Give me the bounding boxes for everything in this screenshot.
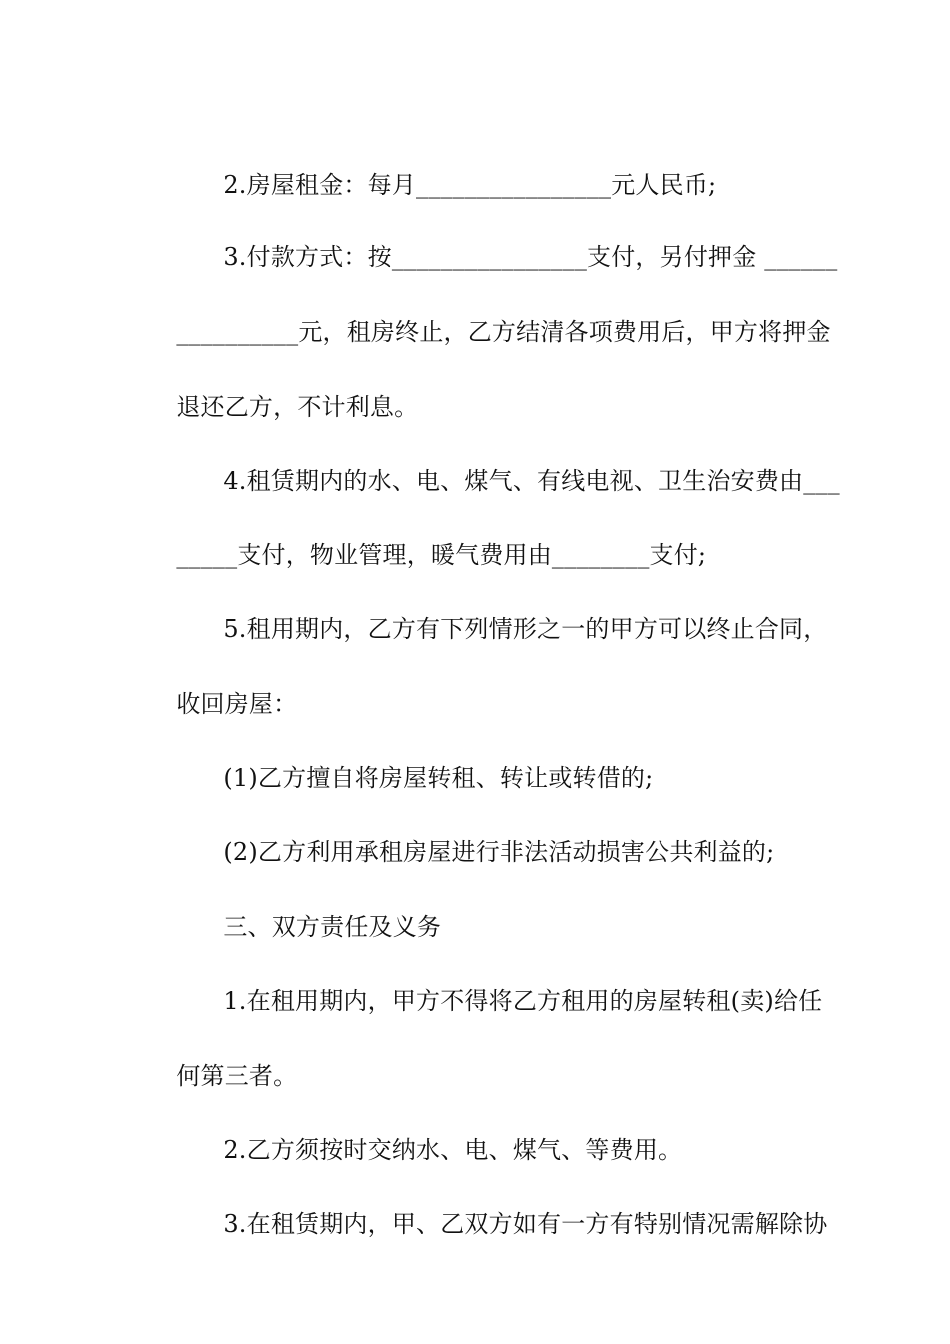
line-text: __________元，租房终止，乙方结清各项费用后，甲方将押金 (176, 318, 831, 346)
heading-text: 三、双方责任及义务 (223, 913, 442, 941)
text-line-duty-3 (0, 1179, 950, 1269)
line-text: 收回房屋： (176, 690, 298, 718)
line-text: 4.租赁期内的水、电、煤气、有线电视、卫生治安费由___ (223, 467, 840, 495)
line-text: 1.在租用期内，甲方不得将乙方租用的房屋转租(卖)给任 (223, 987, 823, 1015)
line-text: 退还乙方，不计利息。 (176, 393, 419, 421)
line-text: 5.租用期内，乙方有下列情形之一的甲方可以终止合同， (223, 615, 828, 643)
line-text: 何第三者。 (176, 1062, 298, 1090)
line-text: _____支付，物业管理，暖气费用由________支付; (176, 541, 707, 569)
line-text: 2.乙方须按时交纳水、电、煤气、等费用。 (223, 1136, 683, 1164)
line-text: (1)乙方擅自将房屋转租、转让或转借的; (223, 764, 654, 792)
line-text: 2.房屋租金：每月________________元人民币; (223, 171, 717, 199)
line-text: 3.在租赁期内，甲、乙双方如有一方有特别情况需解除协 (223, 1210, 828, 1238)
line-text: (2)乙方利用承租房屋进行非法活动损害公共利益的; (223, 838, 775, 866)
line-text: 3.付款方式：按________________支付，另付押金 ______ (223, 243, 838, 271)
